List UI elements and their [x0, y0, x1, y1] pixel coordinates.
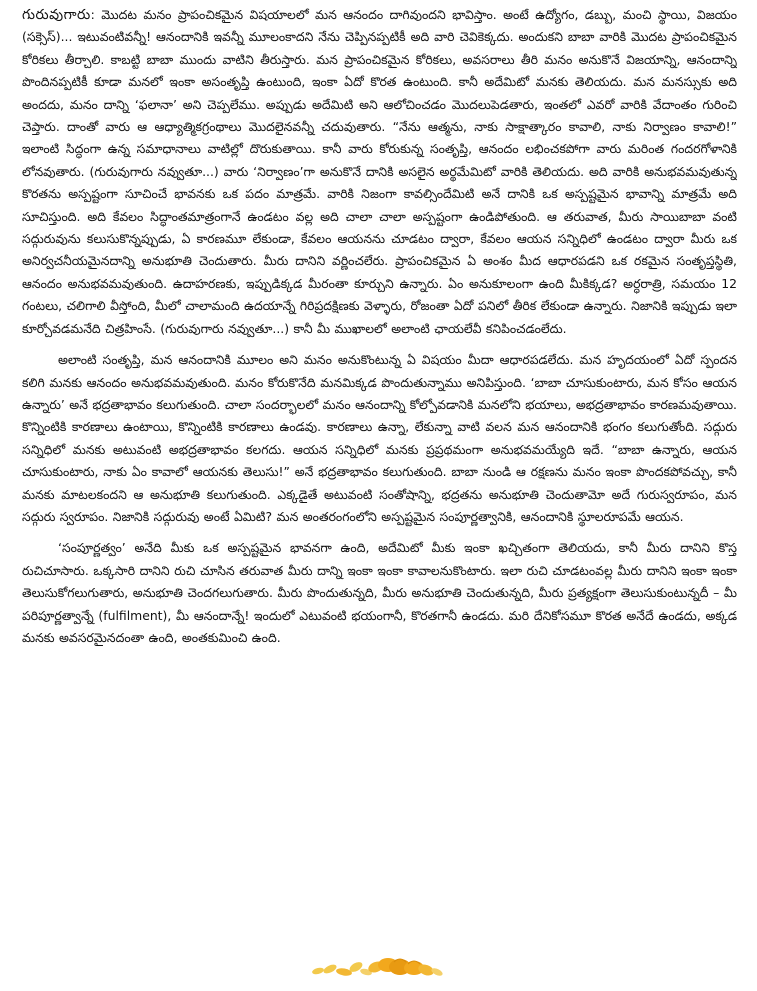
paragraph-2: అలాంటి సంతృప్తి, మన ఆనందానికి మూలం అని మనం అనుకొంటున్న ఏ విషయం మీదా ఆధారపడలేదు. మన హృదయంలో ఏదో స్పందన కలిగి మనకు ఆనందం అనుభవమవుతుంది. మనం కోరుకొనేది మనమిక్కడ పొందుతున్నాము అనిపిస్తుంది. ‘బాబా చూసుకుంటారు, మన కోసం ఆయన ఉన్నారు’ అనే భద్రతాభావం కలుగుతుంది. చాలా సందర్భాలలో మనం ఆనందాన్ని కోల్పోవడానికి మనలోని భయాలు, అభద్రతాభావం కారణమవుతాయి. కొన్నింటికి కారణాలు ఉంటాయి, కొన్నింటికి కారణాలు ఉండవు. కారణాలు ఉన్నా, లేకున్నా వాటి వలన మన ఆనందానికి భంగం కలుగుతోంది. సద్గురు సన్నిధిలో మనకు అటువంటి అభద్రతాభావం కలగదు. ఆయన సన్నిధిలో మనకు ప్రప్రథమంగా అనుభవమయ్యేది ఇదే. “బాబా ఉన్నారు, ఆయన చూసుకుంటారు, నాకు ఏం కావాలో ఆయనకు తెలుసు!” అనే భద్రతాభావం కలుగుతుంది. బాబా నుండి ఆ రక్షణను మనం ఇంకా పొందకపోవచ్చు, కానీ మనకు మాటలకందని ఆ అనుభూతి కలుగుతుంది. ఎక్కడైతే అటువంటి సంతోషాన్ని, భద్రతను అనుభూతి చెందుతామో అదే గురుస్వరూపం, మన సద్గురు స్వరూపం. నిజానికి సద్గురువు అంటే ఏమిటి? మన అంతరంగంలోని అస్పష్టమైన సంపూర్ణత్వానికి, ఆనందానికి స్థూలరూపమే ఆయన. [22, 352, 737, 524]
paragraph-1 [22, 4, 737, 340]
document-page [22, 4, 737, 949]
paragraph-3: ‘సంపూర్ణత్వం’ అనేది మీకు ఒక అస్పష్టమైన భావనగా ఉంది, అదేమిటో మీకు ఇంకా ఖచ్చితంగా తెలియదు, కానీ మీరు దానిని కొస్త రుచిచూసారు. ఒక్కసారి దానిని రుచి చూసిన తరువాత మీరు దాన్ని ఇంకా ఇంకా కావాలనుకొంటారు. ఇలా రుచి చూడటంవల్ల మీరు దానిని ఇంకా ఇంకా తెలుసుకోగలుగుతారు, అనుభూతి చెందగలుగుతారు. మీరు పొందుతున్నది, మీరు అనుభూతి చెందుతున్నది, మీరు ప్రత్యక్షంగా తెలుసుకుంటున్నదీ – మీ పరిపూర్ణత్వాన్నే (fulfilment), మీ ఆనందాన్నే! ఇందులో ఎటువంటి భయంగానీ, కొరతగానీ ఉండదు. మరి దేనికోసమూ కొరత అనేదే ఉండదు, అక్కడ మనకు అవసరమైనదంతా ఉంది, అంతకుమించి ఉంది. [22, 540, 737, 645]
floral-divider-icon [310, 952, 450, 978]
paragraph-1-text: : మొదట మనం ప్రాపంచికమైన విషయాలలో మన ఆనందం దాగివుందని భావిస్తాం. అంటే ఉద్యోగం, డబ్బు, మంచి స్థాయి, విజయం (సక్సెస్)... ఇటువంటివన్నీ! ఆనందానికి ఇవన్నీ మూలంకాదని నేను చెప్పినప్పటికీ అది వారి చెవికెక్కదు. అందుకని బాబా వారికి మొదట ప్రాపంచికమైన కోరికలు తీర్చాలి. కాబట్టి బాబా ముందు వాటిని తీరుస్తారు. మన ప్రాపంచికమైన కోరికలు, అవసరాలు తీరి మనం అనుకొనే విజయాన్ని, ఆనందాన్ని పొందినప్పటికీ కూడా మనలో ఇంకా అసంతృప్తి ఉంటుంది, ఇంకా ఏదో కొరత ఉంటుంది. కానీ అదేమిటో మనకు తెలియదు. మన మనస్సుకు అది అందదు, మనం దాన్ని ‘ఫలానా’ అని చెప్పలేము. అప్పుడు అదేమిటి అని ఆలోచించడం మొదలుపెడతారు, ఇంతలో ఎవరో వారికి వేదాంతం గురించి చెప్తారు. దాంతో వారు ఆ ఆధ్యాత్మికగ్రంథాలు మొదలైనవన్నీ చదువుతారు. “నేను ఆత్మను, నాకు సాక్షాత్కారం కావాలి, నాకు నిర్వాణం కావాలి!” ఇలాంటి సిద్ధంగా ఉన్న సమాధానాలు వాటిల్లో దొరుకుతాయి. కానీ వారు కోరుకున్న సంతృప్తి, ఆనందం లభించకపోగా వారు మరింత గందరగోళానికి లోనవుతారు. (గురువుగారు నవ్వుతూ...) వారు ‘నిర్వాణం’గా అనుకొనే దానికి అసలైన అర్థమేమిటో వారికి తెలియదు. అది వారికి అనుభవమవుతున్న కొరతను అస్పష్టంగా సూచించే భావనకు ఒక పదం మాత్రమే. వారికి నిజంగా కావల్సిందేమిటి అనే దానికి ఒక అస్పష్టమైన భావాన్ని మాత్రమే అది సూచిస్తుంది. అది కేవలం సిద్ధాంతమాత్రంగానే ఉండటం వల్ల అది చాలా చాలా అస్పష్టంగా ఉండిపోతుంది. ఆ తరువాత, మీరు సాయిబాబా వంటి సద్గురువును కలుసుకొన్నప్పుడు, ఏ కారణమూ లేకుండా, కేవలం ఆయనను చూడటం ద్వారా, కేవలం ఆయన సన్నిధిలో ఉండటం ద్వారా మీరు ఒక అనిర్వచనీయమైనదాన్ని అనుభూతి చెందుతారు. మీరు దానిని వర్ణించలేరు. ప్రాపంచికమైన ఏ అంశం మీద ఆధారపడని ఒక రకమైన సంతృప్తస్థితి, ఆనందం అనుభవమవుతుంది. ఉదాహరణకు, ఇప్పుడిక్కడ మీరంతా కూర్చుని ఉన్నారు. ఏం అనుకూలంగా ఉంది మీకిక్కడ? అర్ధరాత్రి, సమయం 12 గంటలు, చలిగాలి వీస్తోంది, మీలో చాలామంది ఉదయాన్నే గిరిప్రదక్షిణకు వెళ్ళారు, రోజంతా ఏదో పనిలో తీరిక లేకుండా ఉన్నారు. నిజానికి ఇప్పుడు ఇలా కూర్చోవడమనేది చిత్రహింసే. (గురువుగారు నవ్వుతూ...) కానీ మీ ముఖాలలో అలాంటి ఛాయలేవీ కనిపించడంలేదు. [22, 7, 737, 336]
speaker-label: గురువుగారు [22, 7, 91, 23]
